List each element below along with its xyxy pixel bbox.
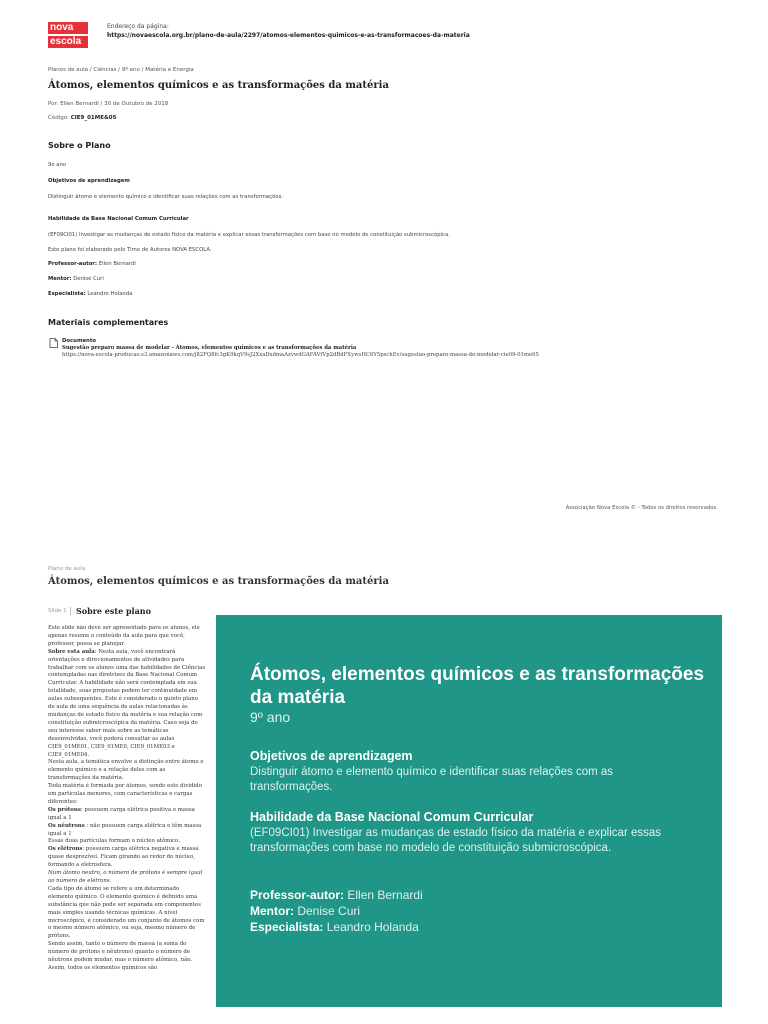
slide-specialist-line (250, 919, 419, 935)
plan-code (48, 115, 116, 121)
neutrons-text: : não possuem carga elétrica e têm massa igual a 1 (48, 822, 202, 837)
slide-specialist-label: Especialista: (250, 920, 324, 934)
slide-mentor-label: Mentor: (250, 904, 294, 918)
specialist-label: Especialista: (48, 291, 86, 297)
material-url[interactable]: https://nova-escola-producao.s3.amazonaws.com/j82FQ8fc3gK9kqV9sJ2XxaDxdmaAzvwdGAFAVfVp2dBdFXywsHC6Y5pschEv/sugestao-preparo-massa-de-modelar-cie09-01me05 (62, 352, 539, 358)
address-label: Endereço da página: (107, 23, 169, 30)
notes-italic-text: Num átomo neutro, o número de prótons é sempre igual ao número de elétrons. (48, 870, 203, 884)
notes-p2 (48, 649, 206, 760)
slide-bncc-text: (EF09CI01) Investigar as mudanças de estado físico da matéria e explicar essas transformações com base no modelo de constituição submicroscópica. (250, 827, 662, 854)
slide-professor-label: Professor-autor: (250, 888, 345, 902)
slide-grade: 9º ano (250, 709, 291, 725)
specialist-value: Leandro Holanda (87, 291, 133, 297)
code-value: CIE9_01ME&05 (70, 115, 117, 121)
plan-title: Átomos, elementos químicos e as transformações da matéria (48, 576, 389, 587)
notes-p2-text: : Nesta aula, você encontrará orientações e direcionamentos de atividades para trabalhar com os alunos uma das habilidades de Ciências contempladas nas diretrizes da Base Nacional Comum Curricular. A habilidade não será contemplada em sua totalidade, suas propostas podem ter continuidade em aulas subsequentes. Este é considerado o quinto plano de aula de uma sequência de aulas relacionadas às mudanças de estado físico da matéria e sua relação com constituição submicroscópica da matéria. Caso seja do seu interesse saber mais sobre as temáticas desenvolvidas, você poderá consultar as aulas CIE9_01ME01, CIE9_01ME0, CIE9_01ME03 e CIE9_01ME04. (48, 648, 206, 758)
slide-main-title: Átomos, elementos químicos e as transformações da matéria (250, 664, 705, 708)
electrons-label: Os elétrons (48, 846, 83, 853)
material-type: Documento (62, 338, 97, 344)
notes-italic (48, 870, 206, 886)
notes-protons (48, 807, 206, 823)
notes-p5: Essas duas partículas formam o núcleo atômico. (48, 838, 180, 845)
nova-escola-logo[interactable] (48, 22, 88, 48)
grade-text: 9o ano (48, 162, 67, 168)
notes-p1: Este slide não deve ser apresentado para os alunos, ele apenas resume o conteúdo da aula para que você, professor, possa se planejar. (48, 625, 200, 647)
objectives-text: Distinguir átomo e elemento químico e identificar suas relações com as transformações. (48, 194, 284, 200)
address-url[interactable]: https://novaescola.org.br/plano-de-aula/2297/atomos-elementos-quimicos-e-as-transformacoes-da-materia (107, 32, 470, 39)
page-title: Átomos, elementos químicos e as transformações da matéria (48, 80, 389, 91)
notes-p7: Sendo assim, tanto o número de massa (a soma do número de prótons e nêutrons) quanto o número de nêutrons podem mudar, mas o número atômico, não. (48, 941, 193, 964)
slide-professor-value: Ellen Bernardi (347, 888, 423, 902)
document-icon (49, 338, 58, 348)
bncc-text: (EF09CI01) Investigar as mudanças de estado físico da matéria e explicar essas transformações com base no modelo de constituição submicroscópica. (48, 232, 450, 238)
objectives-heading: Objetivos de aprendizagem (48, 178, 130, 184)
slide-objectives-text: Distinguir átomo e elemento químico e identificar suas relações com as transformações. (250, 766, 614, 793)
notes-p4: Toda matéria é formada por átomos, sendo este dividido em partículas menores, com características e cargas diferentes: (48, 783, 202, 805)
neutrons-label: Os nêutrons (48, 822, 85, 829)
slide-preview (216, 615, 722, 1007)
notes-p2-label: Sobre esta aula (48, 648, 95, 655)
slide-mentor-line (250, 903, 360, 919)
professor-value: Ellen Bernardi (98, 261, 136, 267)
slide-title: Sobre este plano (76, 606, 151, 616)
footer-copyright: Associação Nova Escola © - Todos os direitos reservados. (565, 505, 718, 511)
specialist-line (48, 291, 132, 297)
protons-label: Os prótons (48, 806, 81, 813)
logo-line-1: nova (48, 22, 88, 34)
professor-line (48, 261, 136, 267)
professor-label: Professor-autor: (48, 261, 98, 267)
notes-p6: Cada tipo de átomo se refere a um determinado elemento químico. O elemento químico é definido uma substância que não pode ser separada em componentes mais simples usando técnicas químicas. A nível microscópico, é considerado um conjunto de átomos com o mesmo número atômico, ou seja, mesmo número de prótons. (48, 885, 205, 940)
slide-divider (70, 607, 71, 615)
slide-specialist-value: Leandro Holanda (326, 920, 419, 934)
slide-professor-line (250, 887, 423, 903)
notes-p8: Assim, todos os elementos químicos são (48, 964, 158, 971)
byline: Por: Ellen Bernardi / 30 de Outubro de 2018 (48, 101, 169, 107)
logo-line-2: escola (48, 36, 88, 48)
materials-heading: Materiais complementares (48, 318, 169, 327)
slide-number: Slide 1 (48, 608, 67, 614)
authored-note: Este plano foi elaborado pelo Time de Autores NOVA ESCOLA. (48, 247, 212, 253)
material-title[interactable]: Sugestão preparo massa de modelar - Átomos, elementos químicos e as transformações da matéria (62, 345, 357, 351)
teacher-notes (48, 625, 206, 1024)
about-heading: Sobre o Plano (48, 141, 111, 150)
mentor-label: Mentor: (48, 276, 72, 282)
breadcrumb[interactable]: Planos de aula / Ciências / 9º ano / Matéria e Energia (48, 67, 194, 73)
mentor-line (48, 276, 104, 282)
protons-text: : possuem carga elétrica positiva e massa igual a 1 (48, 806, 195, 821)
plan-label: Plano de aula (48, 566, 86, 572)
slide-bncc-heading: Habilidade da Base Nacional Comum Curricular (250, 810, 534, 824)
material-item[interactable] (62, 338, 539, 359)
page-address (107, 22, 470, 40)
notes-p3: Nesta aula, a temática envolve a distinção entre átomo e elemento químico e a relação deles com as transformações da matéria. (48, 759, 204, 782)
mentor-value: Denise Curi (73, 276, 104, 282)
slide-mentor-value: Denise Curi (297, 904, 361, 918)
code-label: Código: (48, 115, 69, 121)
notes-neutrons (48, 823, 206, 839)
notes-electrons (48, 846, 206, 870)
slide-objectives-heading: Objetivos de aprendizagem (250, 749, 413, 763)
electrons-text: : possuem carga elétrica negativa e massa quase desprezível. Ficam girando ao redor do núcleo, formando a eletrosfera. (48, 846, 199, 869)
bncc-heading: Habilidade da Base Nacional Comum Curricular (48, 216, 189, 222)
